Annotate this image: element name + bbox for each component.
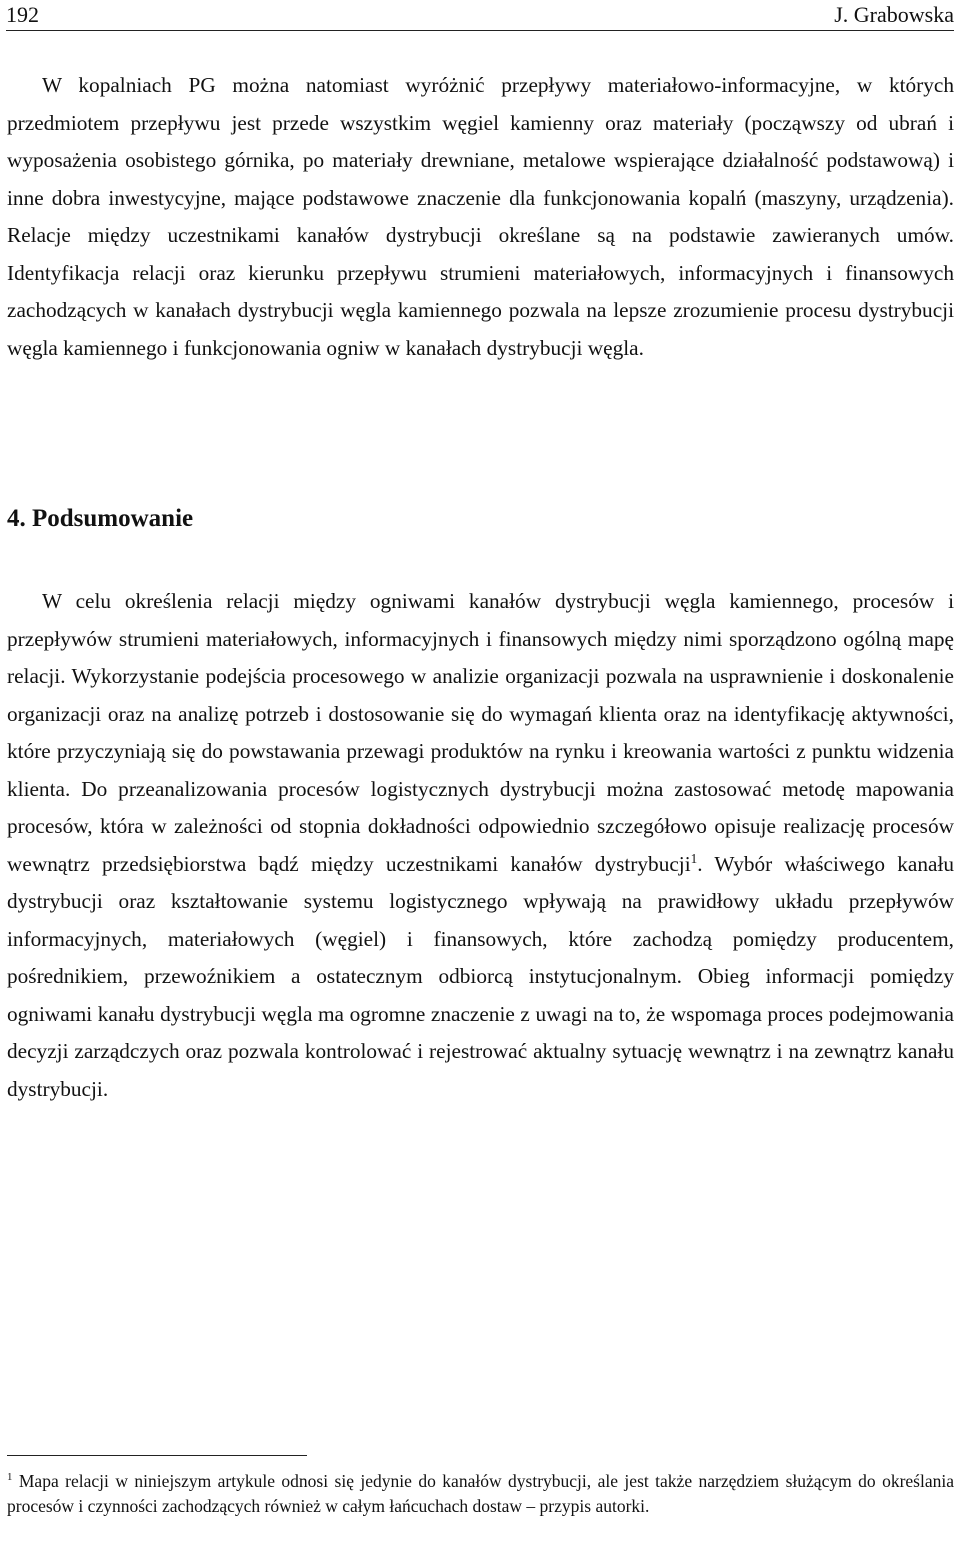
- page-number: 192: [6, 2, 39, 27]
- paragraph-2-text-part-1: W celu określenia relacji między ogniwami kanałów dystrybucji węgla kamiennego, procesów i przepływów strumieni materiałowych, informacyjnych i finansowych między nimi sporządzono ogólną mapę relacji. Wykorzystanie podejścia procesowego w analizie organizacji pozwala na usprawnienie i doskonalenie organizacji oraz na analizę potrzeb i dostosowanie się do wymagań klienta oraz na identyfikację aktywności, które przyczyniają się do powstawania przewagi produktów na rynku i kreowania wartości z punktu widzenia klienta. Do przeanalizowania procesów logistycznych dystrybucji można zastosować metodę mapowania procesów, która w zależności od stopnia dokładności odpowiednio szczegółowo opisuje realizację procesów wewnątrz przedsiębiorstwa bądź między uczestnikami kanałów dystrybucji: [7, 589, 954, 876]
- running-head: [6, 0, 954, 31]
- paragraph-2-text-part-2: . Wybór właściwego kanału dystrybucji oraz kształtowanie systemu logistycznego wpływają na prawidłowy układu przepływów informacyjnych, materiałowych (węgiel) i finansowych, które zachodzą pomiędzy producentem, pośrednikiem, przewoźnikiem a ostatecznym odbiorcą instytucjonalnym. Obieg informacji pomiędzy ogniwami kanału dystrybucji węgla ma ogromne znaczenie z uwagi na to, że wspomaga proces podejmowania decyzji zarządczych oraz pozwala kontrolować i rejestrować aktualny sytuację wewnątrz i na zewnątrz kanału dystrybucji.: [7, 851, 955, 1101]
- paragraph-mine-flows: [7, 67, 954, 367]
- footnote: [7, 1469, 954, 1518]
- footnote-text: Mapa relacji w niniejszym artykule odnosi się jedynie do kanałów dystrybucji, ale jest także narzędziem służącym do określania procesów i czynności zachodzących również w całym łańcuchach dostaw – przypis autorki.: [7, 1471, 955, 1516]
- paragraph-summary: [7, 583, 954, 1108]
- paragraph-1-text: W kopalniach PG można natomiast wyróżnić przepływy materiałowo-informacyjne, w których przedmiotem przepływu jest przede wszystkim węgiel kamienny oraz materiały (począwszy od ubrań i wyposażenia osobistego górnika, po materiały drewniane, metalowe wspierające działalność podstawową) i inne dobra inwestycyjne, mające podstawowe znaczenie dla funkcjonowania kopalń (maszyny, urządzenia). Relacje między uczestnikami kanałów dystrybucji określane są na podstawie zawieranych umów. Identyfikacja relacji oraz kierunku przepływu strumieni materiałowych, informacyjnych i finansowych zachodzących w kanałach dystrybucji węgla kamiennego pozwala na lepsze zrozumienie procesu dystrybucji węgla kamiennego i funkcjonowania ogniw w kanałach dystrybucji węgla.: [7, 73, 954, 360]
- footnote-reference[interactable]: 1: [690, 850, 698, 866]
- section-heading-summary: 4. Podsumowanie: [7, 505, 194, 532]
- footnote-separator: [7, 1455, 307, 1456]
- running-head-author: J. Grabowska: [834, 2, 954, 27]
- footnote-marker: 1: [7, 1471, 13, 1484]
